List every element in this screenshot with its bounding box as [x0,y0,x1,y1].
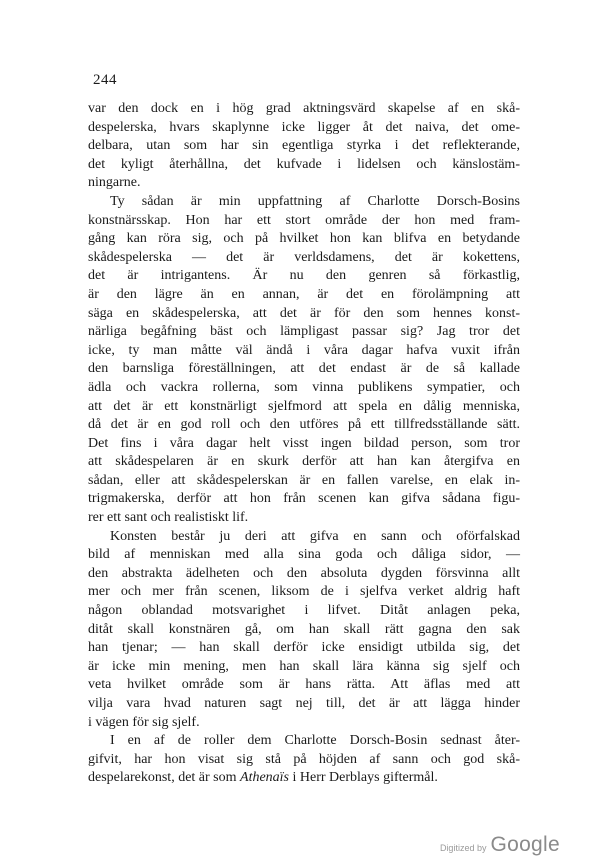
text-line: skådespelerska — det är verldsdamens, det är kokettens, [88,249,520,265]
text-line: närliga begåfning bäst och lämpligast passar sig? Jag tror det [88,324,520,340]
text-line: rer ett sant och realistiskt lif. [88,510,249,526]
watermark-prefix: Digitized by [439,843,487,853]
text-line: mer och mer från scenen, liksom de i sjelfva verket aldrig haft [88,584,520,600]
text-line: Det fins i våra dagar helt visst ingen bildad person, som tror [88,435,520,451]
text-line: I en af de roller dem Charlotte Dorsch-Bosin sednast åter- [110,733,520,749]
text-line: det är intrigantens. Är nu den genren så förkastlig, [88,268,520,284]
text-line: ditåt skall konstnären gå, om han skall rätt gagna den sak [88,621,520,637]
text-line: vilja vara hvad naturen sagt nej till, det är att lägga hinder [88,696,520,711]
text-line: är den lägre än en annan, är det en förolämpning att [88,286,520,302]
text-line: det kyligt återhållna, det kufvade i lidelsen och känslostäm- [88,156,520,172]
text-line: då det är en god roll och den utföres på ett tillfredsställande sätt. [88,417,520,433]
text-line: är icke min mening, men han skall lära känna sig sjelf och [88,658,520,674]
google-logo: Google [490,833,560,856]
text-line: den barnsliga föreställningen, att det endast är de så kallade [88,361,520,377]
text-line: ädla och vackra rollerna, som vinna publikens sympatier, och [88,379,520,395]
text-line: bild af menniskan med alla sina goda och dåliga sidor, — [88,547,520,563]
text-line: konstnärsskap. Hon har ett stort område der hon med fram- [88,212,520,228]
digitized-watermark [440,833,560,857]
text-line: trigmakerska, derför att hon från scenen kan gifva sådana figu- [88,491,520,507]
text-line: despelarekonst, det är som Athenaïs i Herr Derblays giftermål. [88,770,438,786]
text-line: delbara, utan som har sin egentliga styrka i det reflekterande, [88,138,520,154]
text-line: att skådespelaren är en skurk derför att han kan återgifva en [88,454,520,470]
page-number: 244 [93,72,117,88]
text-line: någon oblandad motsvarighet i lifvet. Ditåt anlagen peka, [88,603,520,619]
body-text [88,100,520,788]
text-line: gifvit, har hon visat sig stå på höjden af sann och god skå- [88,751,520,767]
text-line: veta hvilket område som är hans rätta. Att äflas med att [88,677,520,693]
text-line: att det är ett konstnärligt sjelfmord att spela en dålig menniska, [88,398,520,414]
text-line: han tjenar; — han skall derför icke ensidigt utbilda sig, det [88,640,520,656]
text-line: sådan, eller att skådespelerskan är en fallen varelse, en elak in- [88,472,520,488]
text-line: despelerska, hvars skaplynne icke ligger åt det naiva, det ome- [88,119,520,135]
text-line: gång kan röra sig, och på hvilket hon kan blifva en betydande [88,231,520,247]
text-line: icke, ty man måtte väl ändå i våra dagar hafva vuxit ifrån [88,342,520,358]
text-line: säga en skådespelerska, att det är för den som hennes konst- [88,305,520,321]
text-line: ningarne. [88,175,141,191]
text-line: i vägen för sig sjelf. [88,714,200,730]
text-line: den abstrakta ädelheten och den absoluta dygden försvinna allt [88,565,520,581]
text-line: Konsten består ju deri att gifva en sann och oförfalskad [110,528,520,544]
text-line: Ty sådan är min uppfattning af Charlotte Dorsch-Bosins [110,193,520,209]
text-line: var den dock en i hög grad aktningsvärd skapelse af en skå- [88,101,520,116]
